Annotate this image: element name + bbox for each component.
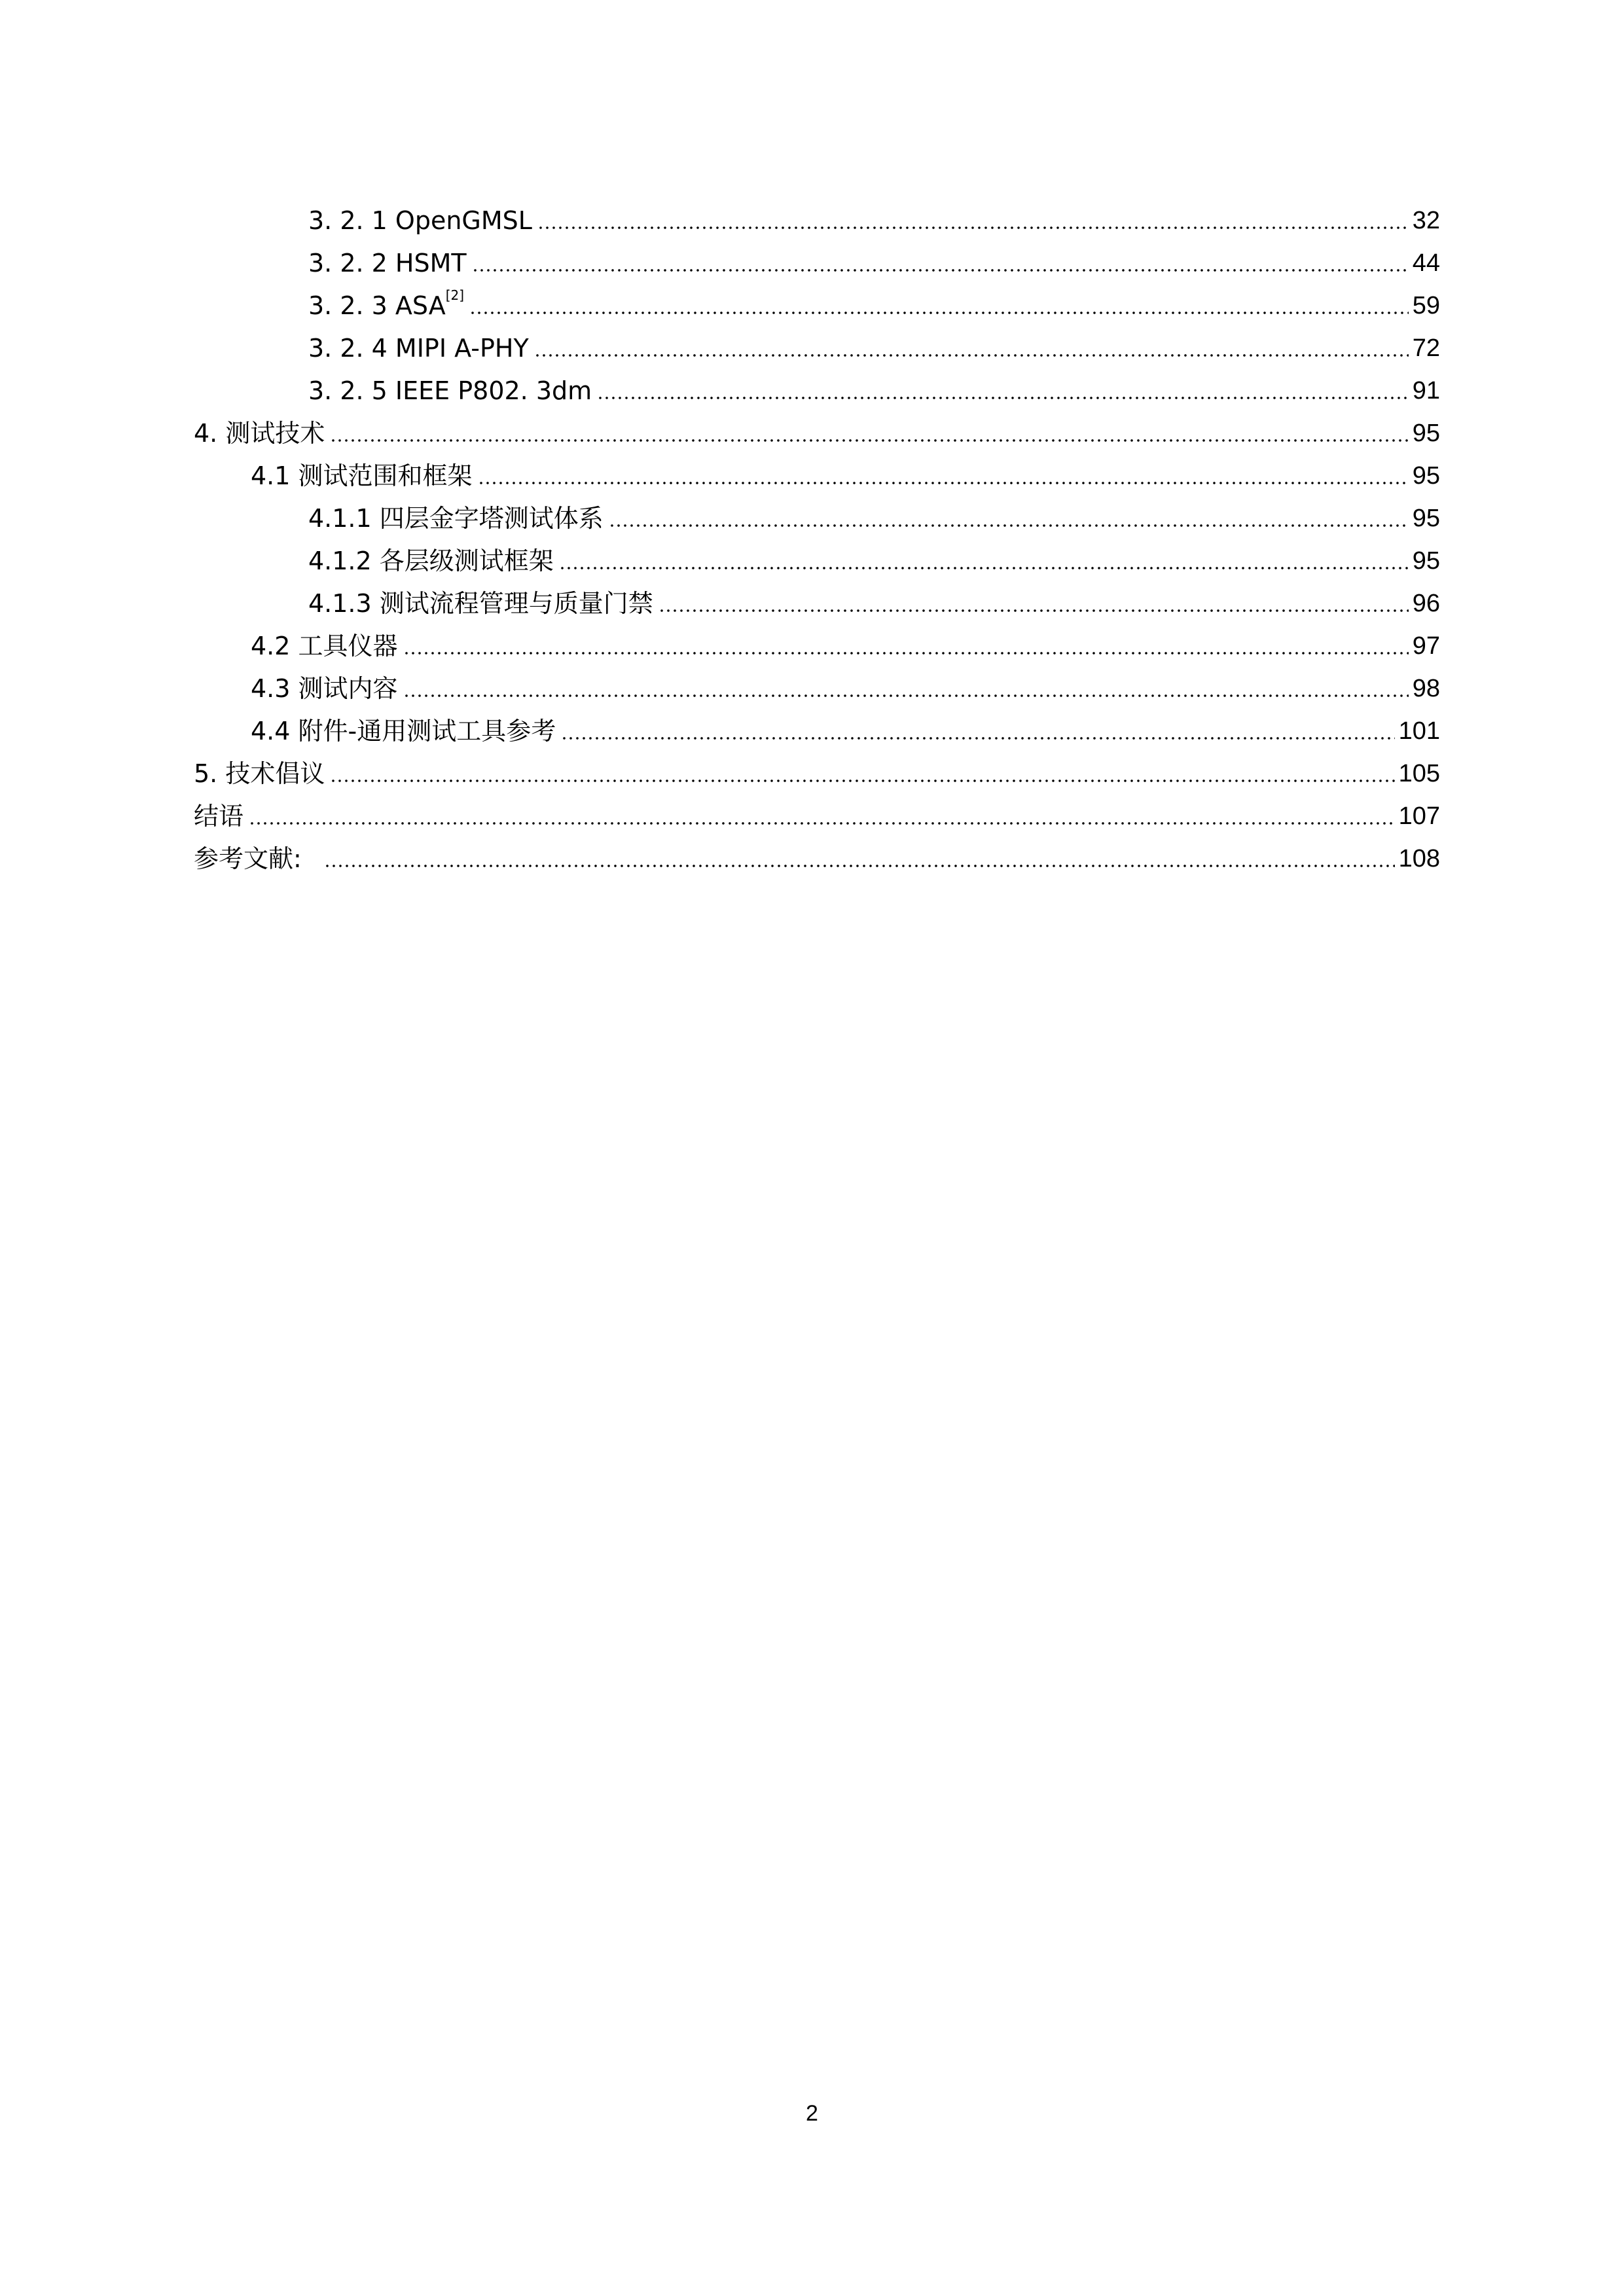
toc-dot-leader [403,693,1409,698]
toc-entry-3-2-3[interactable] [308,281,1440,321]
toc-entry-4-1-3[interactable] [308,579,1440,619]
toc-entry-3-2-4[interactable] [308,324,1440,363]
toc-entry-page: 108 [1398,845,1440,872]
toc-dot-leader [534,353,1409,358]
toc-entry-4-1-1[interactable] [308,494,1440,533]
toc-dot-leader [330,438,1408,443]
toc-dot-leader [559,565,1409,571]
toc-entry-4-1[interactable] [251,452,1440,491]
toc-entry-label: 4.1.2 各层级测试框架 [308,547,554,575]
toc-entry-4-2[interactable] [251,622,1440,661]
toc-dot-leader [597,395,1409,401]
toc-dot-leader [249,821,1395,826]
toc-entry-label: 结语 [194,802,244,831]
toc-entry-label: 3. 2. 3 ASA[2] [308,287,465,320]
toc-entry-label: 4.3 测试内容 [251,674,398,703]
toc-dot-leader [659,608,1409,613]
toc-entry-3-2-5[interactable] [308,367,1440,406]
toc-dot-leader [469,310,1409,315]
toc-entry-3-2-2[interactable] [308,239,1440,278]
toc-dot-leader [561,736,1394,741]
toc-entry-page: 95 [1412,420,1440,447]
toc-dot-leader [478,480,1409,486]
toc-entry-page: 105 [1398,760,1440,787]
toc-entry-page: 107 [1398,802,1440,830]
toc-entry-label: 3. 2. 1 OpenGMSL [308,206,532,235]
page-number: 2 [806,2101,818,2126]
toc-entry-page: 95 [1412,505,1440,532]
toc-entry-3-2-1[interactable] [308,196,1440,236]
toc-entry-label: 4.1.1 四层金字塔测试体系 [308,504,604,533]
toc-entry-4[interactable] [194,409,1440,448]
toc-entry-page: 44 [1412,249,1440,277]
toc-entry-label: 3. 2. 5 IEEE P802. 3dm [308,376,592,405]
toc-entry-conclusion[interactable] [194,792,1440,831]
toc-entry-label: 3. 2. 4 MIPI A-PHY [308,334,529,363]
toc-entry-label: 4.1.3 测试流程管理与质量门禁 [308,589,653,618]
toc-entry-page: 98 [1412,675,1440,702]
toc-entry-page: 96 [1412,590,1440,617]
toc-entry-label: 5. 技术倡议 [194,759,325,788]
toc-entry-label: 4.2 工具仪器 [251,632,398,660]
toc-entry-4-3[interactable] [251,664,1440,704]
toc-entry-page: 32 [1412,207,1440,234]
toc-entry-4-1-2[interactable] [308,537,1440,576]
toc-entry-label: 4. 测试技术 [194,419,325,448]
toc-entry-page: 101 [1398,717,1440,745]
toc-dot-leader [403,651,1409,656]
toc-dot-leader [537,225,1409,230]
toc-entry-label: 3. 2. 2 HSMT [308,249,467,278]
toc-entry-label: 参考文献: [194,844,302,873]
toc-entry-page: 97 [1412,632,1440,660]
toc-dot-leader [324,863,1395,869]
toc-entry-5[interactable] [194,749,1440,789]
toc-entry-page: 91 [1412,377,1440,404]
toc-dot-leader [472,268,1409,273]
toc-entry-label: 4.4 附件-通用测试工具参考 [251,717,556,745]
toc-entry-references[interactable] [194,834,1440,874]
toc-dot-leader [330,778,1394,783]
toc-entry-page: 72 [1412,334,1440,362]
toc-entry-page: 95 [1412,462,1440,490]
toc-dot-leader [609,523,1409,528]
toc-entry-page: 95 [1412,547,1440,575]
toc-entry-label: 4.1 测试范围和框架 [251,461,473,490]
toc-entry-page: 59 [1412,292,1440,319]
toc-entry-4-4[interactable] [251,707,1440,746]
citation-superscript: [2] [445,287,465,303]
